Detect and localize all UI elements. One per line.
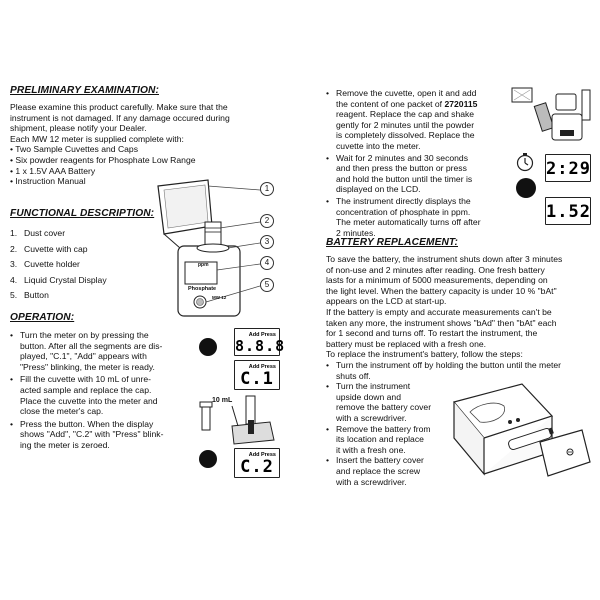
device-model-label: MW 12	[212, 295, 227, 300]
text-line: instrument is not damaged. If any damage occured during	[10, 112, 230, 123]
list-item: 1. Dust cover	[10, 228, 66, 238]
operation-steps	[10, 330, 192, 451]
button-press-icon	[516, 178, 536, 198]
list-item: 5. Button	[10, 290, 49, 300]
supplied-item: • Six powder reagents for Phosphate Low Range	[10, 155, 278, 166]
operation-step-2: • Fill the cuvette with 10 mL of unre- acted sample and replace the cap. Place the cuvette into the meter and close the meter's cap.	[10, 374, 192, 416]
lcd-segments-display: Add Press 8.8.8	[234, 328, 280, 356]
device-ppm-label: ppm	[198, 262, 209, 268]
functional-heading: FUNCTIONAL DESCRIPTION:	[10, 208, 155, 219]
supplied-item: • Two Sample Cuvettes and Caps	[10, 144, 278, 155]
text-line: Please examine this product carefully. Make sure that the	[10, 102, 228, 112]
cuvette-fill-illustration	[196, 392, 278, 448]
battery-step-3: • Remove the battery from its location and replace it with a fresh one.	[326, 424, 454, 456]
callout-4: 4	[260, 256, 274, 270]
list-item: 2. Cuvette with cap	[10, 243, 88, 254]
battery-text	[326, 254, 596, 360]
lcd-c1-display: Add Press C.1	[234, 360, 280, 390]
list-item: 4. Liquid Crystal Display	[10, 274, 107, 285]
operation-step-1: • Turn the meter on by pressing the button. After all the segments are dis- played, "C.1", "Add" appears with "Press" blinking, the meter is ready.	[10, 330, 192, 372]
battery-replacement-illustration	[448, 376, 594, 486]
callout-3: 3	[260, 235, 274, 249]
callout-1: 1	[260, 182, 274, 196]
reaction-step-1: • Remove the cuvette, open it and add the content of one packet of 2720115 reagent. Replace the cap and shake gently for 2 minutes until the powder is completely dissolved. Replace the cuvette into the meter.	[326, 88, 510, 152]
supplied-item: • Instruction Manual	[10, 176, 278, 187]
lcd-result-display: 1.52	[545, 197, 591, 225]
volume-label: 10 mL	[212, 397, 233, 404]
text-line: the light level. When the battery capacity is under 10 % "bAt"	[326, 285, 557, 296]
text-line: taken any more, the instrument shows "bAd" then "bAt" each	[326, 317, 557, 328]
text-line: lasts for a minimum of 5000 measurements, depending on	[326, 275, 548, 286]
supplied-item: • 1 x 1.5V AAA Battery	[10, 166, 278, 177]
lcd-c2-display: Add Press C.2	[234, 448, 280, 478]
button-press-icon	[199, 338, 217, 356]
list-item: 3. Cuvette holder	[10, 259, 80, 269]
timer-icon	[516, 152, 534, 172]
text-line: To replace the instrument's battery, follow the steps:	[326, 349, 523, 360]
functional-list	[10, 226, 107, 304]
device-brand-label: Phosphate	[188, 286, 217, 292]
reaction-step-2: • Wait for 2 minutes and 30 seconds and then press the button or press and hold the button until the timer is displayed on the LCD.	[326, 153, 510, 195]
lcd-timer-display: 2:29	[545, 154, 591, 182]
battery-heading: BATTERY REPLACEMENT:	[326, 237, 458, 248]
callout-2: 2	[260, 214, 274, 228]
text-line: appears on the LCD at start-up.	[326, 296, 447, 307]
text-line: shipment, please notify your Dealer.	[10, 123, 147, 134]
preliminary-heading: PRELIMINARY EXAMINATION:	[10, 85, 159, 96]
operation-heading: OPERATION:	[10, 312, 75, 323]
reaction-steps	[326, 88, 510, 238]
button-press-icon	[199, 450, 217, 468]
callout-5: 5	[260, 278, 274, 292]
text-line: for 1 second and turns off. To restart the instrument, the	[326, 328, 538, 339]
battery-step-4: • Insert the battery cover and replace the screw with a screwdriver.	[326, 455, 454, 487]
battery-step-2: • Turn the instrument upside down and remove the battery cover with a screwdriver.	[326, 381, 454, 423]
text-line: battery must be replaced with a fresh one.	[326, 338, 487, 349]
text-line: Each MW 12 meter is supplied complete with:	[10, 133, 184, 144]
text-line: To save the battery, the instrument shuts down after 3 minutes	[326, 254, 563, 264]
operation-step-3: • Press the button. When the display shows "Add", "C.2" with "Press" blink- ing the meter is zeroed.	[10, 419, 192, 451]
text-line: of non-use and 2 minutes after reading. One fresh battery	[326, 264, 545, 275]
battery-step-1: • Turn the instrument off by holding the button until the meter shuts off.	[326, 360, 596, 381]
preliminary-text	[10, 102, 278, 187]
text-line: If the battery is empty and accurate measurements can't be	[326, 306, 552, 317]
reaction-step-3: • The instrument directly displays the concentration of phosphate in ppm. The meter automatically turns off after 2 minutes.	[326, 196, 510, 238]
reagent-illustration	[510, 84, 592, 146]
